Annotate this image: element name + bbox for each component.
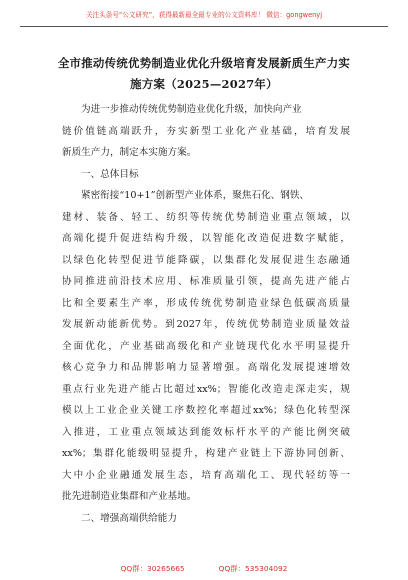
document-title-line-1: 全市推动传统优势制造业优化升级培育发展新质生产力实 [57,56,351,70]
document-body [62,99,350,529]
footer-qq-group-1: QQ群：30265665 [120,564,185,573]
body-paragraph-line: 紧密衔接“10+1”创新型产业体系，聚焦石化、钢铁、 [81,190,310,201]
body-paragraph-line: 核心竞争力和品牌影响力显著增强。高端化发展提速增效 [62,362,350,373]
body-paragraph-line: 比和全要素生产率，形成传统优势制造业绿色低碳高质量 [62,297,350,309]
body-paragraph-line: 模以上工业企业关键工序数控化率超过xx%；绿色化转型深 [62,405,350,416]
body-paragraph-line: 以绿色化转型促进节能降碳，以集群化发展促进生态融通 [62,254,350,266]
document-title-line-2: 施方案（2025—2027年） [130,77,278,91]
body-paragraph-line: 高端化提升促进结构升级，以智能化改造促进数字赋能， [62,233,350,244]
header-divider [20,26,388,27]
body-paragraph-line: 重点行业先进产能占比超过xx%；智能化改造走深走实，规 [62,383,350,395]
body-paragraph-line: 发展新动能新优势。到2027年，传统优势制造业质量效益 [62,319,350,330]
body-paragraph-line: 批先进制造业集群和产业基地。 [62,491,197,502]
body-paragraph-line: 建材、装备、轻工、纺织等传统优势制造业重点领域，以 [62,211,350,223]
body-paragraph-line: 协同推进前沿技术应用、标准质量引领，提高先进产能占 [62,276,350,287]
body-paragraph-line: 全面优化，产业基础高级化和产业链现代化水平明显提升 [62,340,350,352]
body-paragraph-line: 大中小企业融通发展生态，培育高端化工、现代轻纺等一 [62,469,350,481]
footer-qq-groups [0,563,408,574]
body-paragraph-line: 入推进，工业重点领域达到能效标杆水平的产能比例突破 [62,426,350,438]
section-heading-2: 二、增强高端供给能力 [81,512,177,524]
intro-paragraph-line: 链价值链高端跃升，夯实新型工业化产业基础，培育发展 [62,125,350,137]
intro-paragraph-line: 为进一步推动传统优势制造业优化升级，加快向产业 [81,104,302,115]
body-paragraph-line: xx%；集群化能级明显提升，构建产业链上下游协同创新、 [62,448,350,459]
header-promo-note: 关注头条号“公文研究”，获得最新最全最专业的公文资料库！ 微信：gongwenyj [85,11,323,19]
footer-qq-group-2: QQ群：535304092 [218,564,288,573]
intro-paragraph-line: 新质生产力，制定本实施方案。 [62,147,197,158]
section-heading-1: 一、总体目标 [81,168,139,180]
